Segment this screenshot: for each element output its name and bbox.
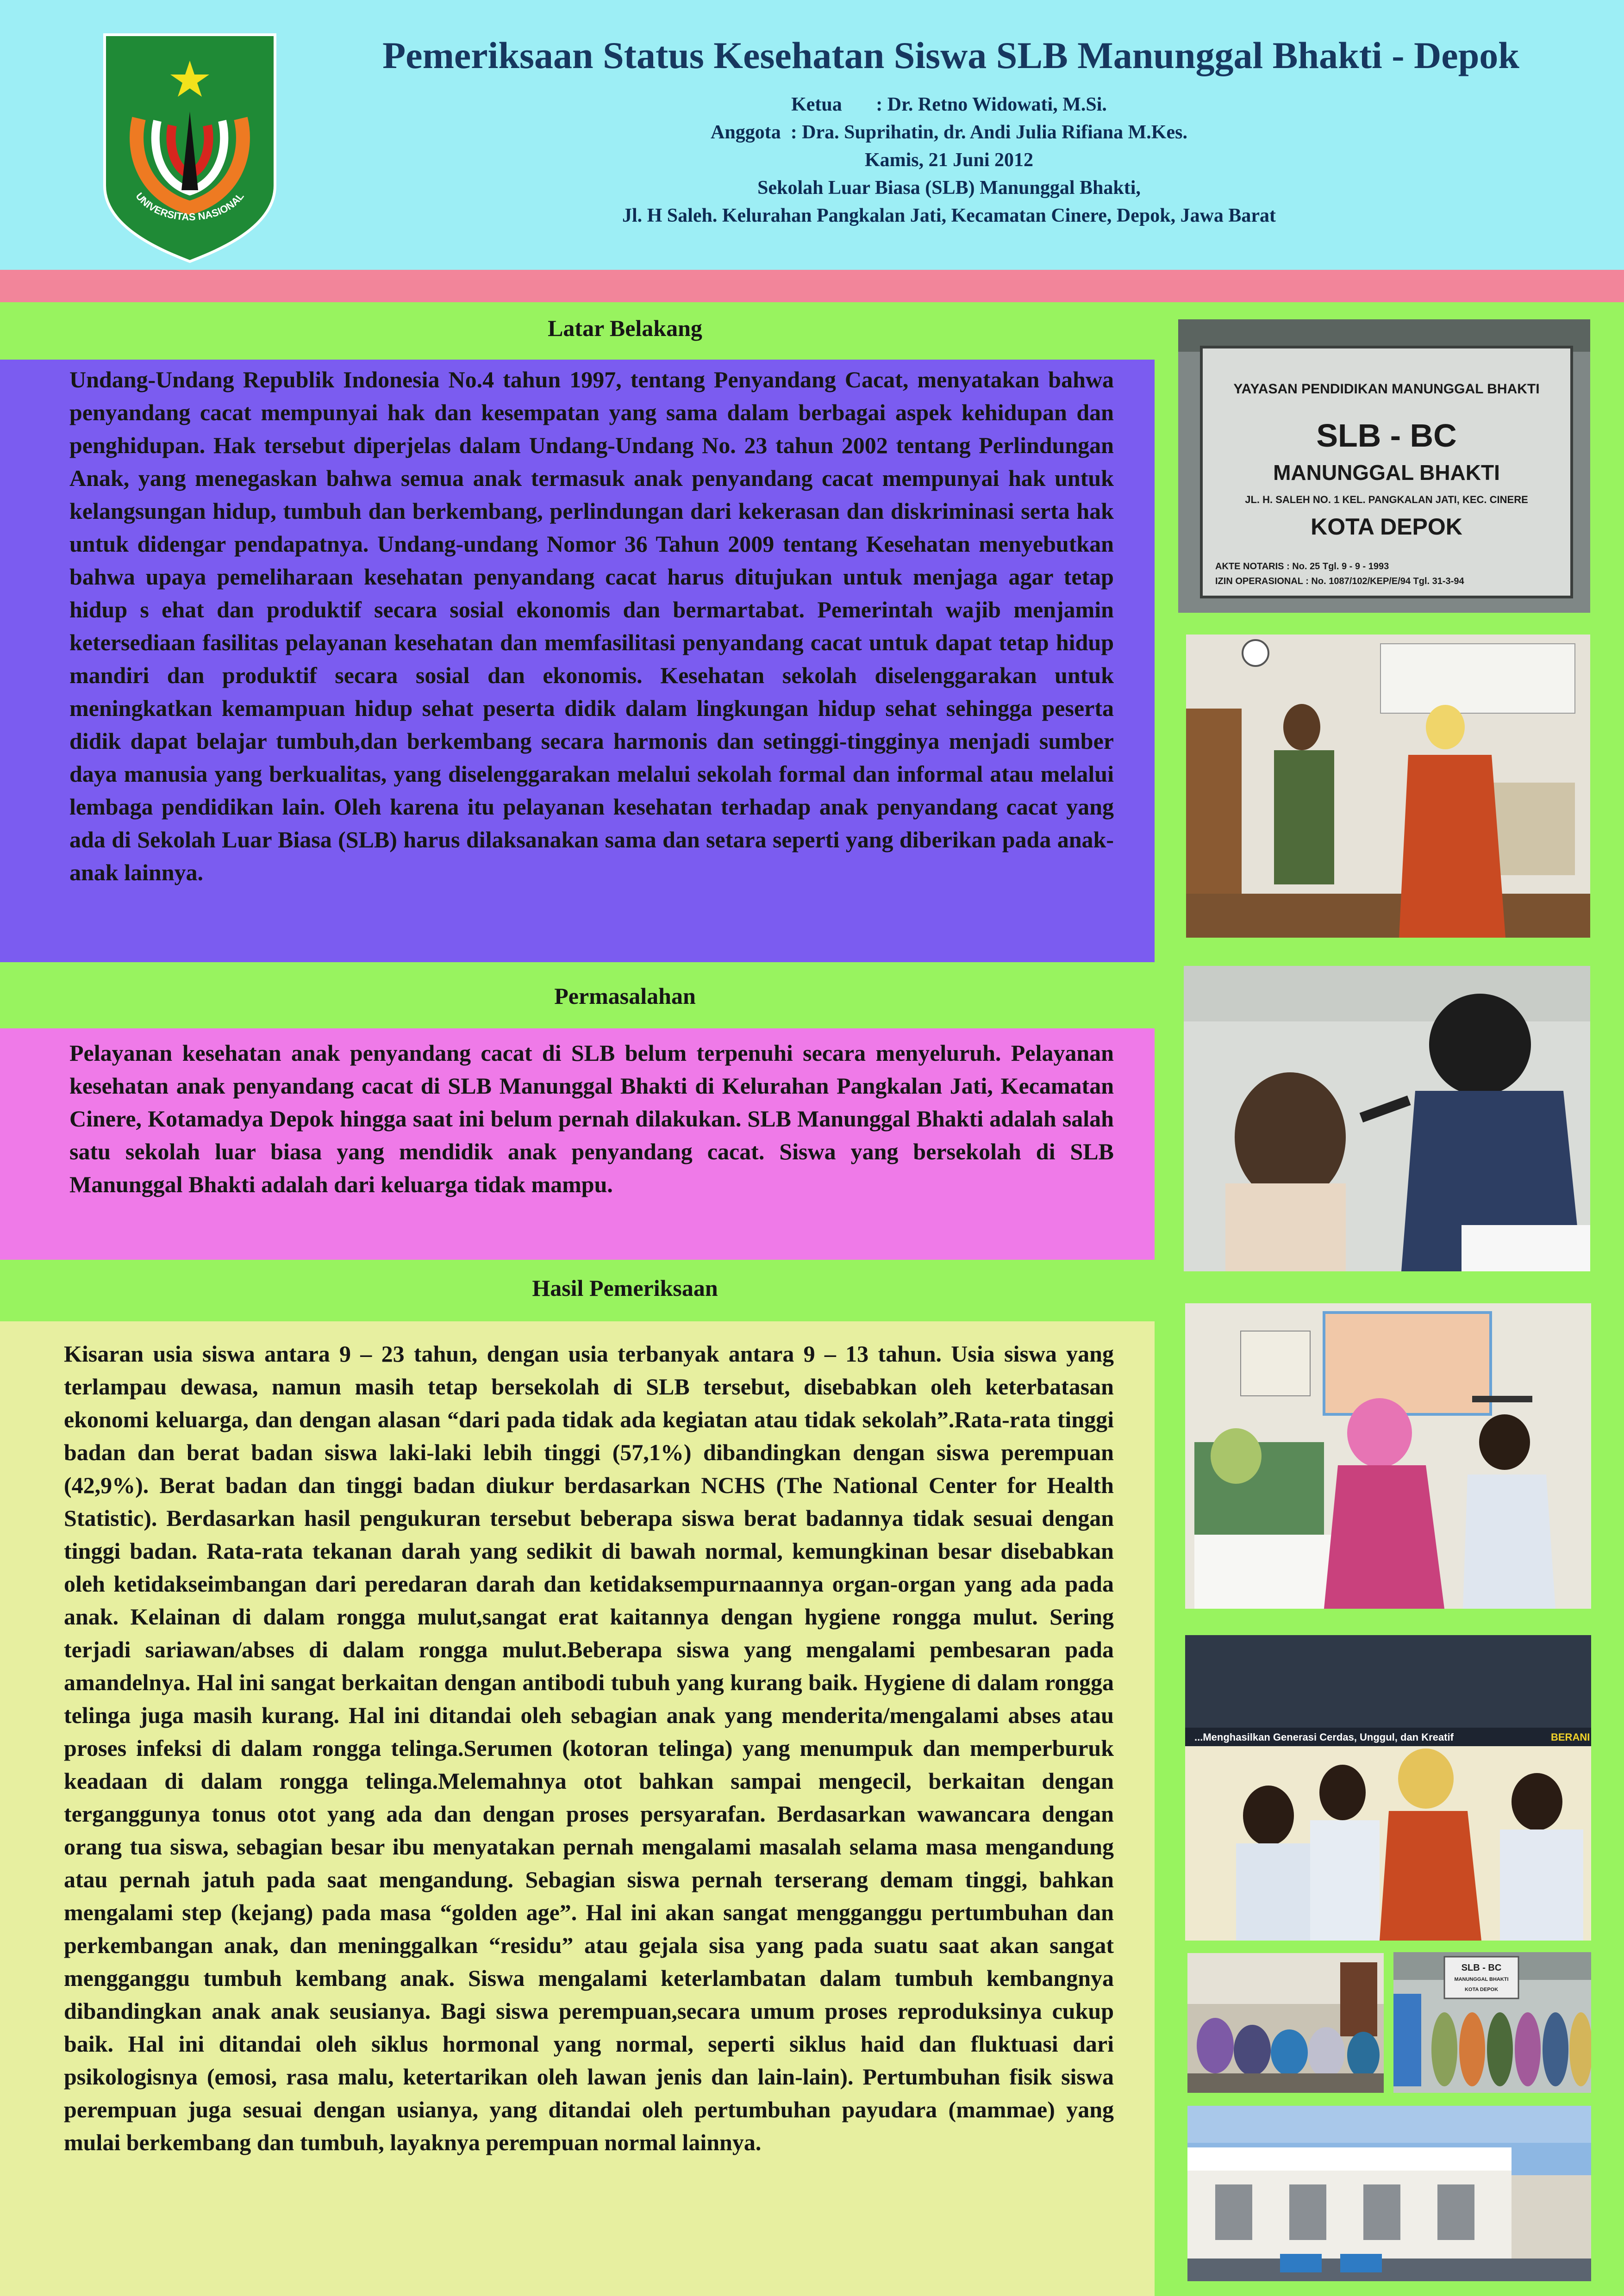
- doctors-office-photo: [1186, 635, 1590, 938]
- sign-line-1: YAYASAN PENDIDIKAN MANUNGGAL BHAKTI: [1233, 381, 1540, 397]
- accent-bar: [0, 270, 1624, 302]
- section-heading-latar: Latar Belakang: [548, 315, 702, 341]
- small-sign-line-2: MANUNGGAL BHAKTI: [1454, 1977, 1509, 1982]
- address-line: Jl. H Saleh. Kelurahan Pangkalan Jati, Kecamatan Cinere, Depok, Jawa Barat: [622, 205, 1276, 226]
- section-heading-masalah: Permasalahan: [554, 983, 696, 1009]
- logo-ring-text: UNIVERSITAS NASIONAL: [133, 190, 246, 223]
- small-sign-line-1: SLB - BC: [1461, 1963, 1502, 1973]
- page-title: Pemeriksaan Status Kesehatan Siswa SLB Manunggal Bhakti - Depok: [382, 34, 1519, 76]
- classroom-banner-text: ...Menghasilkan Generasi Cerdas, Unggul, dan Kreatif: [1194, 1731, 1454, 1743]
- sign-line-2: SLB - BC: [1316, 417, 1457, 454]
- latar-belakang-text: Undang-Undang Republik Indonesia No.4 tahun 1997, tentang Penyandang Cacat, menyatakan bahwa penyandang cacat mempunyai hak dan kesempatan yang sama dalam berbagai aspek kehidupan dan penghidupan. Hak tersebut diperjelas dalam Undang-Undang No. 23 tahun 2002 tentang Perlindungan Anak, yang menegaskan bahwa semua anak termasuk anak penyandang cacat mempunyai hak untuk kelangsungan hidup, tumbuh dan berkembang, perlindungan dari kekerasan dan diskriminasi serta hak untuk didengar pendapatnya. Undang-undang Nomor 36 Tahun 2009 tentang Kesehatan menyebutkan bahwa upaya pemeliharaan kesehatan penyandang cacat harus ditujukan untuk menjaga agar tetap hidup s ehat dan produktif secara sosial ekonomis dan bermartabat. Pemerintah wajib menjamin ketersediaan fasilitas pelayanan kesehatan dan memfasilitasi penyandang cacat untuk dapat tetap hidup mandiri dan produktif secara sosial dan ekonomis. Kesehatan sekolah diselenggarakan untuk meningkatkan kemampuan hidup sehat peserta didik dalam lingkungan hidup sehat sehingga peserta didik dapat belajar tumbuh,dan berkembang secara harmonis dan setinggi-tingginya menjadi sumber daya manusia yang berkualitas, yang diselenggarakan melalui sekolah formal dan informal atau melalui lembaga pendidikan lain. Oleh karena itu pelayanan kesehatan terhadap anak penyandang cacat yang ada di Sekolah Luar Biasa (SLB) harus dilaksanakan sama dan setara seperti yang diberikan pada anak-anak lainnya.: [69, 367, 1114, 885]
- section-heading-hasil: Hasil Pemeriksaan: [532, 1275, 718, 1301]
- sign-line-4: JL. H. SALEH NO. 1 KEL. PANGKALAN JATI, KEC. CINERE: [1245, 494, 1528, 505]
- hasil-pemeriksaan-panel: [0, 1321, 1155, 2296]
- small-sign-line-3: KOTA DEPOK: [1464, 1987, 1499, 1992]
- classroom-banner-right: BERANI: [1551, 1731, 1590, 1743]
- permasalahan-text: Pelayanan kesehatan anak penyandang cacat di SLB belum terpenuhi secara menyeluruh. Pelayanan kesehatan anak penyandang cacat di SLB Manunggal Bhakti di Kelurahan Pangkalan Jati, Kecamatan Cinere, Kotamadya Depok hingga saat ini belum pernah dilakukan. SLB Manunggal Bhakti adalah salah satu sekolah luar biasa yang mendidik anak penyandang cacat. Siswa yang bersekolah di SLB Manunggal Bhakti adalah dari keluarga tidak mampu.: [69, 1040, 1114, 1197]
- sign-line-3: MANUNGGAL BHAKTI: [1273, 460, 1500, 485]
- school-building-photo: [1187, 2106, 1591, 2281]
- date-line: Kamis, 21 Juni 2012: [864, 149, 1034, 171]
- group-seated-photo: [1187, 1953, 1384, 2093]
- permasalahan-panel: [0, 1028, 1155, 1260]
- latar-belakang-panel: [0, 360, 1155, 962]
- classroom-students-photo: [1185, 1635, 1591, 1941]
- group-outdoor-photo: [1393, 1952, 1591, 2093]
- university-logo: [103, 33, 277, 263]
- hasil-pemeriksaan-text: Kisaran usia siswa antara 9 – 23 tahun, dengan usia terbanyak antara 9 – 13 tahun. Usia siswa yang terlampau dewasa, namun masih tetap bersekolah di SLB tersebut, disebabkan oleh keterbatasan ekonomi keluarga, dan dengan alasan “dari pada tidak ada kegiatan atau tidak sekolah”.Rata-rata tinggi badan dan berat badan siswa laki-laki lebih tinggi (57,1%) dibandingkan dengan siswa perempuan (42,9%). Berat badan dan tinggi badan diukur berdasarkan NCHS (The National Center for Health Statistic). Berdasarkan hasil pengukuran tersebut beberapa siswa berat badannya tidak sesuai dengan tinggi badan. Rata-rata tekanan darah yang sedikit di bawah normal, kemungkinan besar disebabkan oleh ketidakseimbangan dari peredaran darah dan ketidaksempurnaannya organ-organ yang ada pada anak. Kelainan di dalam rongga mulut,sangat erat kaitannya dengan hygiene rongga mulut. Sering terjadi sariawan/abses di dalam rongga mulut.Beberapa siswa yang mengalami pembesaran pada amandelnya. Hal ini sangat berkaitan dengan antibodi tubuh yang kurang baik. Hygiene di dalam rongga telinga juga masih kurang. Hal ini ditandai oleh sebagian anak yang menderita/mengalami abses atau proses infeksi di dalam rongga telinga.Serumen (kotoran telinga) yang menumpuk dan memperburuk keadaan di dalam rongga telinga.Melemahnya otot bahkan sampai mengecil, berkaitan dengan terganggunya tonus otot yang ada dan dengan proses persyarafan. Berdasarkan wawancara dengan orang tua siswa, sebagian besar ibu menyatakan pernah mengalami masalah selama masa mengandung atau pernah jatuh pada saat mengandung. Sebagian siswa pernah terserang demam tinggi, bahkan mengalami step (kejang) pada masa “golden age”. Hal ini akan sangat mengganggu pertumbuhan dan perkembangan anak, dan meninggalkan “residu” atau gejala sisa yang pada suatu saat akan sangat mengganggu tumbuh kembang anak. Siswa mengalami keterlambatan dalam tumbuh kembangnya dibandingkan anak anak seusianya. Bagi siswa perempuan,secara umum proses reproduksinya cukup baik. Hal ini ditandai oleh siklus hormonal yang normal, seperti siklus haid dan fluktuasi dari psikologisnya (emosi, rasa malu, ketertarikan oleh lawan jenis dan lain-lain). Pertumbuhan fisik siswa perempuan juga sesuai dengan usianya, yang ditandai oleh pertumbuhan payudara (mammae) yang mulai berkembang dan tumbuh, layaknya perempuan normal lainnya.: [64, 1341, 1114, 2155]
- members-line: Anggota : Dra. Suprihatin, dr. Andi Julia Rifiana M.Kes.: [711, 122, 1187, 143]
- school-sign-photo: [1178, 319, 1590, 613]
- height-measurement-photo: [1185, 1303, 1591, 1609]
- sign-line-6: AKTE NOTARIS : No. 25 Tgl. 9 - 9 - 1993: [1215, 561, 1389, 572]
- author-info: [394, 91, 1505, 230]
- chair-line: Ketua : Dr. Retno Widowati, M.Si.: [791, 94, 1107, 115]
- dental-check-photo: [1184, 966, 1590, 1271]
- sign-line-7: IZIN OPERASIONAL : No. 1087/102/KEP/E/94 Tgl. 31-3-94: [1215, 576, 1464, 586]
- school-line: Sekolah Luar Biasa (SLB) Manunggal Bhakti,: [757, 177, 1141, 199]
- sign-line-5: KOTA DEPOK: [1311, 514, 1462, 540]
